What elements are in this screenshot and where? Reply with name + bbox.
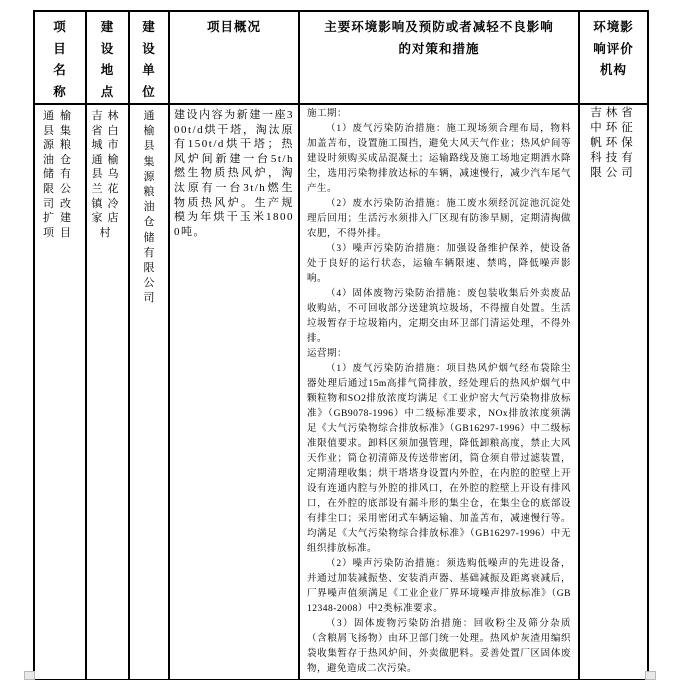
cell-unit: 通 榆 县 集 源 粮 油 仓 储 有 限 公 司: [129, 104, 169, 680]
measure-paragraph: （2）废水污染防治措施：施工废水须经沉淀池沉淀处理后回用；生活污水须排入厂区现有防渗旱厕，定期清掏做农肥，不得外排。: [307, 199, 571, 239]
table-row: [34, 104, 648, 680]
measure-paragraph: （1）废气污染防治措施：施工现场须合理布局，物料加盖苫布，设置施工围挡，避免大风天气作业；热风炉间等建设时须购买成品混凝土；运输路线及施工场地定期洒水降尘，选用污染物排放达标的车辆，减速慢行，减少汽车尾气产生。: [307, 124, 571, 194]
measure-paragraph: （3）固体废物污染防治措施：回收粉尘及筛分杂质（含粮屑飞扬物）由环卫部门统一处理。热风炉灰渣用编织袋收集暂存于热风炉间，外卖做肥料。妥善处置厂区固体废物，避免造成二次污染。: [307, 619, 571, 674]
measure-paragraph: 运营期：: [307, 349, 348, 359]
header-row: [34, 11, 648, 104]
approval-table: [33, 10, 649, 680]
header-measures: 主要环境影响及预防或者减轻不良影响 的对策和措施: [299, 11, 579, 104]
cell-overview: 建设内容为新建一座300t/d烘干塔，淘汰原有150t/d烘干塔；热风炉间新建一台5t/h燃生物质热风炉，淘汰原有一台3t/h燃生物质热风炉。生产规模为年烘干玉米18000吨。: [169, 104, 299, 680]
measure-paragraph: （1）废气污染防治措施：项目热风炉烟气经布袋除尘器处理后通过15m高排气筒排放，经处理后的热风炉烟气中颗粒物和SO2排放浓度均满足《工业炉窑大气污染物排放标准》（GB9078-1996）中二级标准要求，NOx排放浓度须满足《大气污染物综合排放标准》（GB16297-1996）中二级标准限值要求。卸料区须加强管理，降低卸粮高度，禁止大风天作业；筒仓初清筛及传送带密闭，筒仓须自带过滤装置，定期清理收集；烘干塔塔身设置内外腔，在内腔的腔壁上开设有连通内腔与外腔的排风口，在外腔的腔壁上开设有排风口，在外腔的底部设有漏斗形的集尘仓，在集尘仓的底部设有排尘口；采用密闭式车辆运输、加盖苫布，减速慢行等。均满足《大气污染物综合排放标准》（GB16297-1996）中无组织排放标准。: [307, 364, 571, 554]
header-location: 建 设 地 点: [86, 11, 129, 104]
measure-paragraph: 施工期：: [307, 109, 348, 119]
header-agency: 环境影 响评价 机构: [579, 11, 648, 104]
page-margin-mark-right: [645, 671, 656, 680]
measure-paragraph: （2）噪声污染防治措施：须选购低噪声的先进设备，并通过加装减振垫、安装消声器、基础减振及距离衰减后，厂界噪声值须满足《工业企业厂界环境噪声排放标准》（GB12348-2008）中2类标准要求。: [307, 559, 571, 614]
measure-paragraph: （3）噪声污染防治措施：加强设备维护保养，使设备处于良好的运行状态，运输车辆限速、禁鸣，降低噪声影响。: [307, 244, 571, 284]
measures-cell: [299, 104, 579, 680]
header-overview: 项目概况: [169, 11, 299, 104]
cell-project-name: 通榆 县集 源粮 油仓 储有 限公 司改 扩建 项目: [34, 104, 86, 680]
page-margin-mark-left: [24, 671, 35, 680]
header-project-name: 项 目 名 称: [34, 11, 86, 104]
measure-paragraph: （4）固体废物污染防治措施：废包装收集后外卖废品收购站，不可回收部分送建筑垃圾场，不得擅自处置。生活垃圾暂存于垃圾箱内，定期交由环卫部门清运处理，不得外排。: [307, 289, 571, 344]
cell-location: 吉林 省白 城市 通榆 县乌 兰花 镇冷 家店 村: [86, 104, 129, 680]
header-unit: 建 设 单 位: [129, 11, 169, 104]
cell-agency: 吉林省 中环征 帆环保 科技有 限公司: [579, 104, 648, 680]
